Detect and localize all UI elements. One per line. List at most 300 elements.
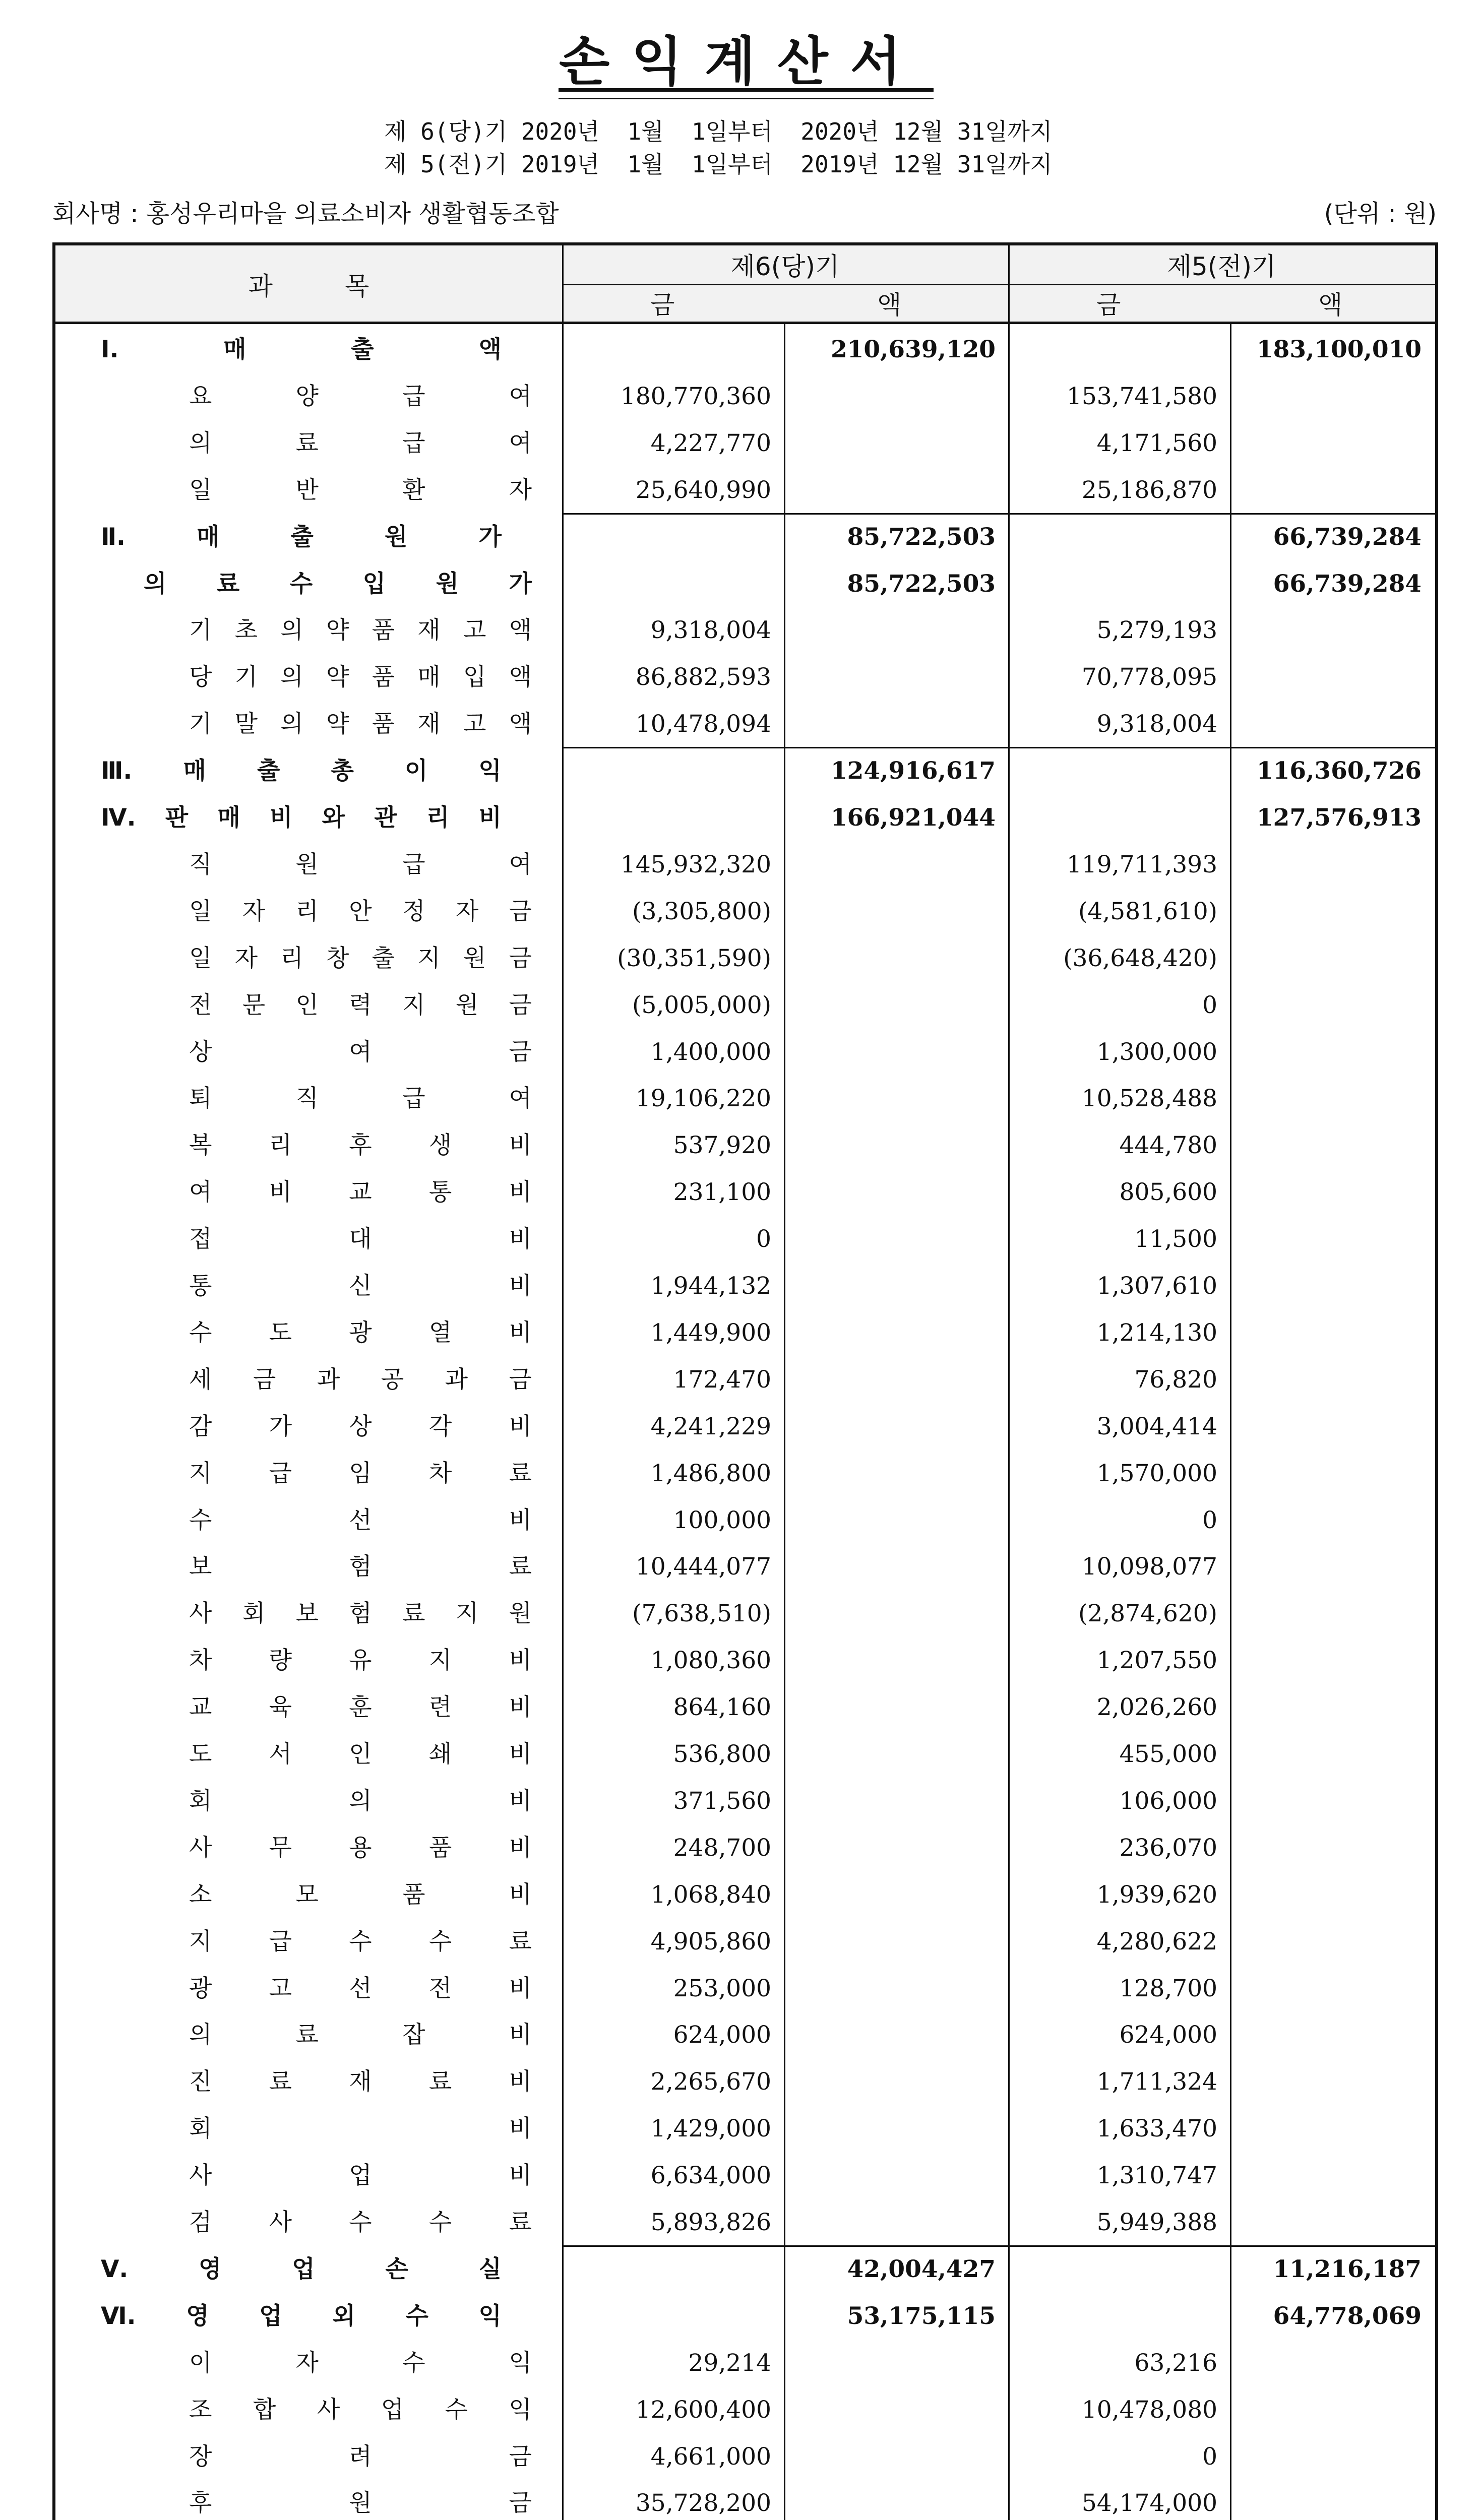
- row-label: [189, 1875, 532, 1915]
- c-detail-amount: 624,000: [673, 2021, 771, 2049]
- row-label-char: 약: [326, 663, 349, 691]
- row-label: [101, 798, 502, 838]
- row-label: [189, 1969, 532, 2009]
- row-label-char: 이: [189, 2349, 212, 2377]
- c-total-amount: 53,175,115: [847, 2302, 996, 2330]
- c-total-amount: 124,916,617: [830, 757, 996, 785]
- c-detail-amount: 35,728,200: [635, 2489, 771, 2517]
- row-label-text: [189, 892, 532, 932]
- row-label-char: 출: [351, 336, 374, 363]
- row-label-text: [189, 1313, 532, 1353]
- row-label-char: 가: [509, 570, 532, 598]
- row-label-char: 리: [295, 897, 319, 925]
- c-detail-amount: 1,400,000: [650, 1038, 771, 1066]
- row-label-char: 출: [372, 944, 395, 972]
- row-label-char: 여: [509, 1085, 532, 1113]
- row-label-char: 비: [478, 804, 502, 832]
- row-label-char: 익: [509, 2396, 532, 2424]
- section-rule: [562, 513, 1008, 515]
- row-label-char: 료: [509, 1459, 532, 1487]
- row-label-char: 소: [189, 1880, 212, 1909]
- row-label-char: 원: [436, 570, 459, 598]
- row-label-char: 조: [189, 2396, 212, 2424]
- c-detail-amount: 536,800: [673, 1740, 771, 1768]
- row-label-char: 료: [509, 1927, 532, 1956]
- row-label-char: 급: [402, 1085, 425, 1113]
- c-detail-amount: 4,241,229: [650, 1412, 771, 1440]
- row-label-text: [189, 1594, 532, 1634]
- row-label-char: 가: [269, 1412, 292, 1440]
- header-current-amount-b: 액: [877, 290, 902, 320]
- row-label-char: 지: [189, 1459, 212, 1487]
- row-label-text: [189, 610, 532, 651]
- row-label-char: 생: [428, 1131, 452, 1160]
- row-label: [189, 2156, 532, 2196]
- row-label-text: [189, 2343, 532, 2383]
- row-label-char: 회: [242, 1600, 266, 1628]
- row-label: [189, 1594, 532, 1634]
- row-label-char: 열: [428, 1318, 452, 1347]
- header-prior-amount-a: 금: [1096, 290, 1121, 320]
- c-detail-amount: 86,882,593: [635, 663, 771, 691]
- row-label-char: 관: [374, 804, 397, 832]
- row-label-char: 후: [349, 1131, 372, 1160]
- row-label-char: 매: [417, 663, 441, 691]
- row-label-text: [189, 1360, 532, 1400]
- row-label-char: 재: [349, 2068, 372, 2096]
- row-label-text: [189, 1781, 532, 1821]
- row-label-char: 반: [295, 476, 319, 504]
- row-label-char: 원: [463, 944, 486, 972]
- row-label: [189, 1360, 532, 1400]
- row-label-char: 고: [269, 1974, 292, 2002]
- row-label-text: [189, 2202, 532, 2243]
- row-label-char: 통: [428, 1178, 452, 1207]
- row-label-char: 금: [253, 1365, 276, 1394]
- c-detail-amount: 0: [756, 1225, 771, 1253]
- row-label-char: 임: [349, 1459, 372, 1487]
- c-detail-amount: 4,661,000: [650, 2442, 771, 2471]
- p-detail-amount: 0: [1202, 991, 1217, 1019]
- row-label-char: 사: [189, 2162, 212, 2190]
- c-detail-amount: 9,318,004: [650, 616, 771, 645]
- p-detail-amount: 4,280,622: [1096, 1927, 1217, 1956]
- row-label-text: [189, 376, 532, 417]
- row-label: [101, 517, 502, 557]
- header-subject: 과 목: [248, 272, 369, 301]
- row-label-text: [189, 1454, 532, 1494]
- row-label-char: 실: [478, 2255, 502, 2283]
- row-label-char: 액: [509, 616, 532, 645]
- row-label-char: 액: [478, 336, 502, 363]
- p-detail-amount: 11,500: [1134, 1225, 1217, 1253]
- row-label-char: 차: [428, 1459, 452, 1487]
- row-label-text: [189, 845, 532, 885]
- row-label-char: 상: [189, 1038, 212, 1066]
- row-label-char: 용: [349, 1834, 372, 1862]
- row-label-text: [189, 2390, 532, 2430]
- p-detail-amount: 70,778,095: [1081, 663, 1217, 691]
- row-label-char: 지: [428, 1647, 452, 1675]
- row-label-char: 금: [509, 1365, 532, 1394]
- p-detail-amount: 4,171,560: [1096, 429, 1217, 457]
- row-label-char: 진: [189, 2068, 212, 2096]
- row-label: [189, 1266, 532, 1306]
- section-rule: [562, 2245, 1008, 2247]
- row-label: [101, 751, 502, 791]
- row-label: [189, 1219, 532, 1259]
- row-label-char: 의: [280, 710, 303, 738]
- row-label-text: [189, 1547, 532, 1587]
- row-label-char: 비: [509, 1318, 532, 1347]
- row-label-text: [189, 423, 532, 464]
- row-label-text: [189, 1500, 532, 1541]
- row-label-char: 금: [509, 2442, 532, 2471]
- c-detail-amount: 1,080,360: [650, 1647, 771, 1675]
- row-label-char: 금: [509, 944, 532, 972]
- p-detail-amount: 1,570,000: [1096, 1459, 1217, 1487]
- row-label-char: 영: [199, 2255, 222, 2283]
- row-label-char: 감: [189, 1412, 212, 1440]
- p-detail-amount: 1,310,747: [1096, 2162, 1217, 2190]
- c-detail-amount: 180,770,360: [620, 382, 771, 410]
- row-label-char: 이: [405, 757, 428, 785]
- row-label-char: 업: [259, 2302, 282, 2330]
- row-label-char: 수: [445, 2396, 468, 2424]
- row-label-char: 리: [426, 804, 450, 832]
- row-label-char: 도: [269, 1318, 292, 1347]
- row-label-char: 여: [349, 1038, 372, 1066]
- row-label-char: 과: [317, 1365, 340, 1394]
- row-label-char: 수: [349, 2209, 372, 2236]
- row-label-char: 판: [165, 804, 189, 832]
- row-label-char: 공: [381, 1365, 404, 1394]
- row-label-text: [189, 1875, 532, 1915]
- row-label-char: 비: [509, 2162, 532, 2190]
- p-detail-amount: (36,648,420): [1063, 944, 1217, 972]
- p-detail-amount: 9,318,004: [1096, 710, 1217, 738]
- row-label-char: 급: [269, 1927, 292, 1956]
- c-detail-amount: 145,932,320: [620, 850, 771, 878]
- row-label-char: 재: [417, 616, 441, 645]
- row-label-char: 모: [295, 1880, 319, 1909]
- row-label-char: 기: [189, 710, 212, 738]
- row-label-char: 사: [189, 1834, 212, 1862]
- section-rule: [1008, 747, 1435, 748]
- c-detail-amount: 12,600,400: [635, 2396, 771, 2424]
- row-label-char: 와: [322, 804, 345, 832]
- row-label-char: 비: [509, 2068, 532, 2096]
- row-label: [189, 1454, 532, 1494]
- unit-label: (단위 : 원): [1324, 200, 1437, 228]
- row-label-char: 수: [402, 2349, 425, 2377]
- row-label-char: 일: [189, 476, 212, 504]
- row-label-char: 여: [509, 429, 532, 457]
- row-label: [189, 376, 532, 417]
- row-label: [189, 1032, 532, 1073]
- p-detail-amount: 2,026,260: [1096, 1693, 1217, 1722]
- row-label-char: 창: [326, 944, 349, 972]
- row-label-char: 보: [189, 1553, 212, 1581]
- row-label: [189, 1781, 532, 1821]
- row-label: [189, 1828, 532, 1868]
- row-label-char: 검: [189, 2209, 212, 2236]
- row-label-char: 가: [478, 523, 502, 551]
- row-label-char: 신: [349, 1272, 372, 1300]
- row-label: [189, 938, 532, 979]
- header-prior-period: 제5(전)기: [1167, 252, 1276, 281]
- row-label-char: 지: [455, 1600, 479, 1628]
- row-label: [189, 1734, 532, 1775]
- row-label-text: [189, 470, 532, 511]
- row-label-char: 원: [349, 2489, 372, 2517]
- c-detail-amount: 231,100: [673, 1178, 771, 1207]
- row-label-char: 료: [295, 429, 319, 457]
- row-label-char: 자: [242, 897, 266, 925]
- c-detail-amount: 1,429,000: [650, 2115, 771, 2143]
- row-label: [189, 2062, 532, 2102]
- p-detail-amount: 1,711,324: [1096, 2068, 1217, 2096]
- row-label-char: 의: [280, 663, 303, 691]
- row-label-char: 여: [189, 1178, 212, 1207]
- row-label-char: 인: [349, 1740, 372, 1768]
- row-label-char: 초: [234, 616, 258, 645]
- row-label-char: 력: [349, 991, 372, 1019]
- row-label-char: 직: [295, 1085, 319, 1113]
- row-label-char: 입: [463, 663, 486, 691]
- p-detail-amount: 444,780: [1119, 1131, 1217, 1160]
- row-label-char: 비: [509, 2021, 532, 2049]
- c-detail-amount: 4,905,860: [650, 1927, 771, 1956]
- row-label: [189, 2483, 532, 2520]
- row-label-char: 여: [509, 850, 532, 878]
- row-label-char: 합: [253, 2396, 276, 2424]
- row-label-char: 고: [463, 710, 486, 738]
- row-label-char: 수: [428, 2209, 452, 2236]
- row-label-char: 비: [509, 1412, 532, 1440]
- row-label-char: 업: [349, 2162, 372, 2190]
- c-detail-amount: 10,444,077: [635, 1553, 771, 1581]
- row-label-char: 비: [509, 1506, 532, 1534]
- row-label-char: 재: [417, 710, 441, 738]
- p-detail-amount: 106,000: [1119, 1787, 1217, 1815]
- row-label-char: 험: [349, 1553, 372, 1581]
- header-bottom-rule: [55, 322, 1435, 324]
- p-detail-amount: 1,207,550: [1096, 1647, 1217, 1675]
- row-label-char: 약: [326, 710, 349, 738]
- row-label-char: 후: [189, 2489, 212, 2517]
- row-label-char: 일: [189, 944, 212, 972]
- row-label: [189, 1547, 532, 1587]
- row-label-char: 액: [509, 663, 532, 691]
- c-detail-amount: 19,106,220: [635, 1085, 771, 1113]
- row-label-char: 비: [509, 1225, 532, 1253]
- row-label-text: [189, 1922, 532, 1962]
- row-label-char: 손: [385, 2255, 408, 2283]
- p-total-amount: 11,216,187: [1273, 2255, 1422, 2283]
- row-label-char: Ⅵ.: [101, 2302, 136, 2330]
- row-label-char: 려: [349, 2442, 372, 2471]
- row-label-char: 비: [509, 1647, 532, 1675]
- row-label-char: 비: [509, 1131, 532, 1160]
- row-label-text: [189, 1266, 532, 1306]
- period-prior: 제 5(전)기 2019년 1월 1일부터 2019년 12월 31일까지: [384, 151, 1053, 178]
- row-label-char: 액: [509, 710, 532, 738]
- row-label-char: 전: [189, 991, 212, 1019]
- p-detail-amount: 0: [1202, 2442, 1217, 2471]
- column-divider-current: [784, 323, 785, 2520]
- company-name: 회사명 : 홍성우리마을 의료소비자 생활협동조합: [52, 200, 559, 228]
- row-label-char: 훈: [349, 1693, 372, 1722]
- row-label-char: 선: [349, 1506, 372, 1534]
- row-label-text: [189, 1125, 532, 1166]
- p-detail-amount: 1,300,000: [1096, 1038, 1217, 1066]
- row-label: [189, 892, 532, 932]
- row-label: [189, 1500, 532, 1541]
- row-label-char: 지: [402, 991, 425, 1019]
- row-label-text: [189, 1641, 532, 1681]
- p-detail-amount: 119,711,393: [1066, 850, 1217, 878]
- c-detail-amount: 537,920: [673, 1131, 771, 1160]
- row-label-char: 환: [402, 476, 425, 504]
- row-label-char: 비: [509, 1740, 532, 1768]
- row-label-char: 인: [295, 991, 319, 1019]
- row-label-char: 비: [509, 1974, 532, 2002]
- row-label-char: 비: [270, 804, 293, 832]
- c-detail-amount: 864,160: [673, 1693, 771, 1722]
- header-divider: [562, 284, 1435, 285]
- row-label-char: 수: [405, 2302, 428, 2330]
- row-label-text: [189, 1407, 532, 1447]
- row-label-char: 상: [349, 1412, 372, 1440]
- c-detail-amount: 2,265,670: [650, 2068, 771, 2096]
- header-current-amount-a: 금: [650, 290, 675, 320]
- p-detail-amount: 54,174,000: [1081, 2489, 1217, 2517]
- row-label-char: 세: [189, 1365, 212, 1394]
- row-label-char: 매: [183, 757, 206, 785]
- row-label-char: 쇄: [428, 1740, 452, 1768]
- row-label-char: 익: [478, 757, 502, 785]
- row-label-text: [144, 564, 532, 604]
- row-label-char: 품: [372, 616, 395, 645]
- row-label: [189, 704, 532, 744]
- row-label-char: 외: [332, 2302, 355, 2330]
- p-total-amount: 64,778,069: [1273, 2302, 1422, 2330]
- row-label-char: 수: [289, 570, 313, 598]
- c-detail-amount: 172,470: [673, 1365, 771, 1394]
- row-label-char: 량: [269, 1647, 292, 1675]
- row-label-char: 급: [402, 850, 425, 878]
- row-label-char: 회: [189, 2115, 212, 2143]
- row-label-char: 급: [402, 429, 425, 457]
- row-label-text: [189, 657, 532, 698]
- row-label: [189, 2202, 532, 2243]
- row-label-char: 요: [189, 382, 212, 410]
- row-label-char: 기: [234, 663, 258, 691]
- row-label-char: 료: [295, 2021, 319, 2049]
- row-label-char: 수: [349, 1927, 372, 1956]
- row-label-char: 사: [189, 1600, 212, 1628]
- row-label-char: 비: [509, 1880, 532, 1909]
- document-title: 손익계산서: [559, 31, 923, 92]
- row-label-char: 출: [257, 757, 280, 785]
- row-label-char: 접: [189, 1225, 212, 1253]
- row-label-char: 각: [428, 1412, 452, 1440]
- row-label-char: 료: [509, 1553, 532, 1581]
- row-label-char: 매: [217, 804, 240, 832]
- row-label-char: 업: [292, 2255, 315, 2283]
- p-detail-amount: 25,186,870: [1081, 476, 1217, 504]
- row-label-char: 험: [349, 1600, 372, 1628]
- row-label-char: 지: [189, 1927, 212, 1956]
- title-underline-thin: [559, 98, 934, 99]
- row-label-text: [189, 2015, 532, 2055]
- p-detail-amount: 76,820: [1134, 1365, 1217, 1394]
- row-label-char: 자: [234, 944, 258, 972]
- row-label: [189, 1125, 532, 1166]
- c-detail-amount: (7,638,510): [632, 1600, 771, 1628]
- row-label-char: Ⅱ.: [101, 523, 126, 551]
- row-label-text: [101, 2296, 502, 2337]
- period-current: 제 6(당)기 2020년 1월 1일부터 2020년 12월 31일까지: [384, 118, 1053, 145]
- row-label-char: 의: [189, 429, 212, 457]
- row-label-char: 교: [349, 1178, 372, 1207]
- c-detail-amount: 100,000: [673, 1506, 771, 1534]
- row-label: [189, 985, 532, 1026]
- row-label-char: 업: [381, 2396, 404, 2424]
- p-detail-amount: 805,600: [1119, 1178, 1217, 1207]
- c-detail-amount: 10,478,094: [635, 710, 771, 738]
- row-label-char: 차: [189, 1647, 212, 1675]
- row-label-char: 의: [349, 1787, 372, 1815]
- row-label-char: 리: [280, 944, 303, 972]
- row-label-char: 품: [372, 663, 395, 691]
- row-label-char: 광: [189, 1974, 212, 2002]
- row-label-char: 품: [428, 1834, 452, 1862]
- c-detail-amount: (30,351,590): [617, 944, 771, 972]
- p-detail-amount: 10,098,077: [1081, 1553, 1217, 1581]
- row-label-text: [189, 704, 532, 744]
- row-label: [101, 2296, 502, 2337]
- row-label: [189, 845, 532, 885]
- row-label-text: [189, 1079, 532, 1119]
- row-label-char: 비: [509, 2115, 532, 2143]
- row-label-char: 료: [428, 2068, 452, 2096]
- row-label-char: 선: [349, 1974, 372, 2002]
- row-label-text: [189, 2437, 532, 2477]
- p-detail-amount: 236,070: [1119, 1834, 1217, 1862]
- row-label-char: 장: [189, 2442, 212, 2471]
- row-label-char: 육: [269, 1693, 292, 1722]
- row-label-text: [101, 330, 502, 370]
- row-label-text: [189, 1828, 532, 1868]
- row-label-char: 료: [269, 2068, 292, 2096]
- c-detail-amount: 1,449,900: [650, 1318, 771, 1347]
- row-label: [101, 2249, 502, 2290]
- row-label: [189, 1641, 532, 1681]
- column-divider-subject: [562, 245, 564, 2520]
- p-total-amount: 116,360,726: [1256, 757, 1422, 785]
- row-label-char: 비: [269, 1178, 292, 1207]
- row-label-text: [189, 1032, 532, 1073]
- row-label-text: [189, 985, 532, 1026]
- header-current-period: 제6(당)기: [730, 252, 840, 281]
- row-label: [101, 330, 502, 370]
- row-label-char: 급: [269, 1459, 292, 1487]
- section-rule: [562, 747, 1008, 748]
- row-label-char: 원: [455, 991, 479, 1019]
- c-total-amount: 42,004,427: [847, 2255, 996, 2283]
